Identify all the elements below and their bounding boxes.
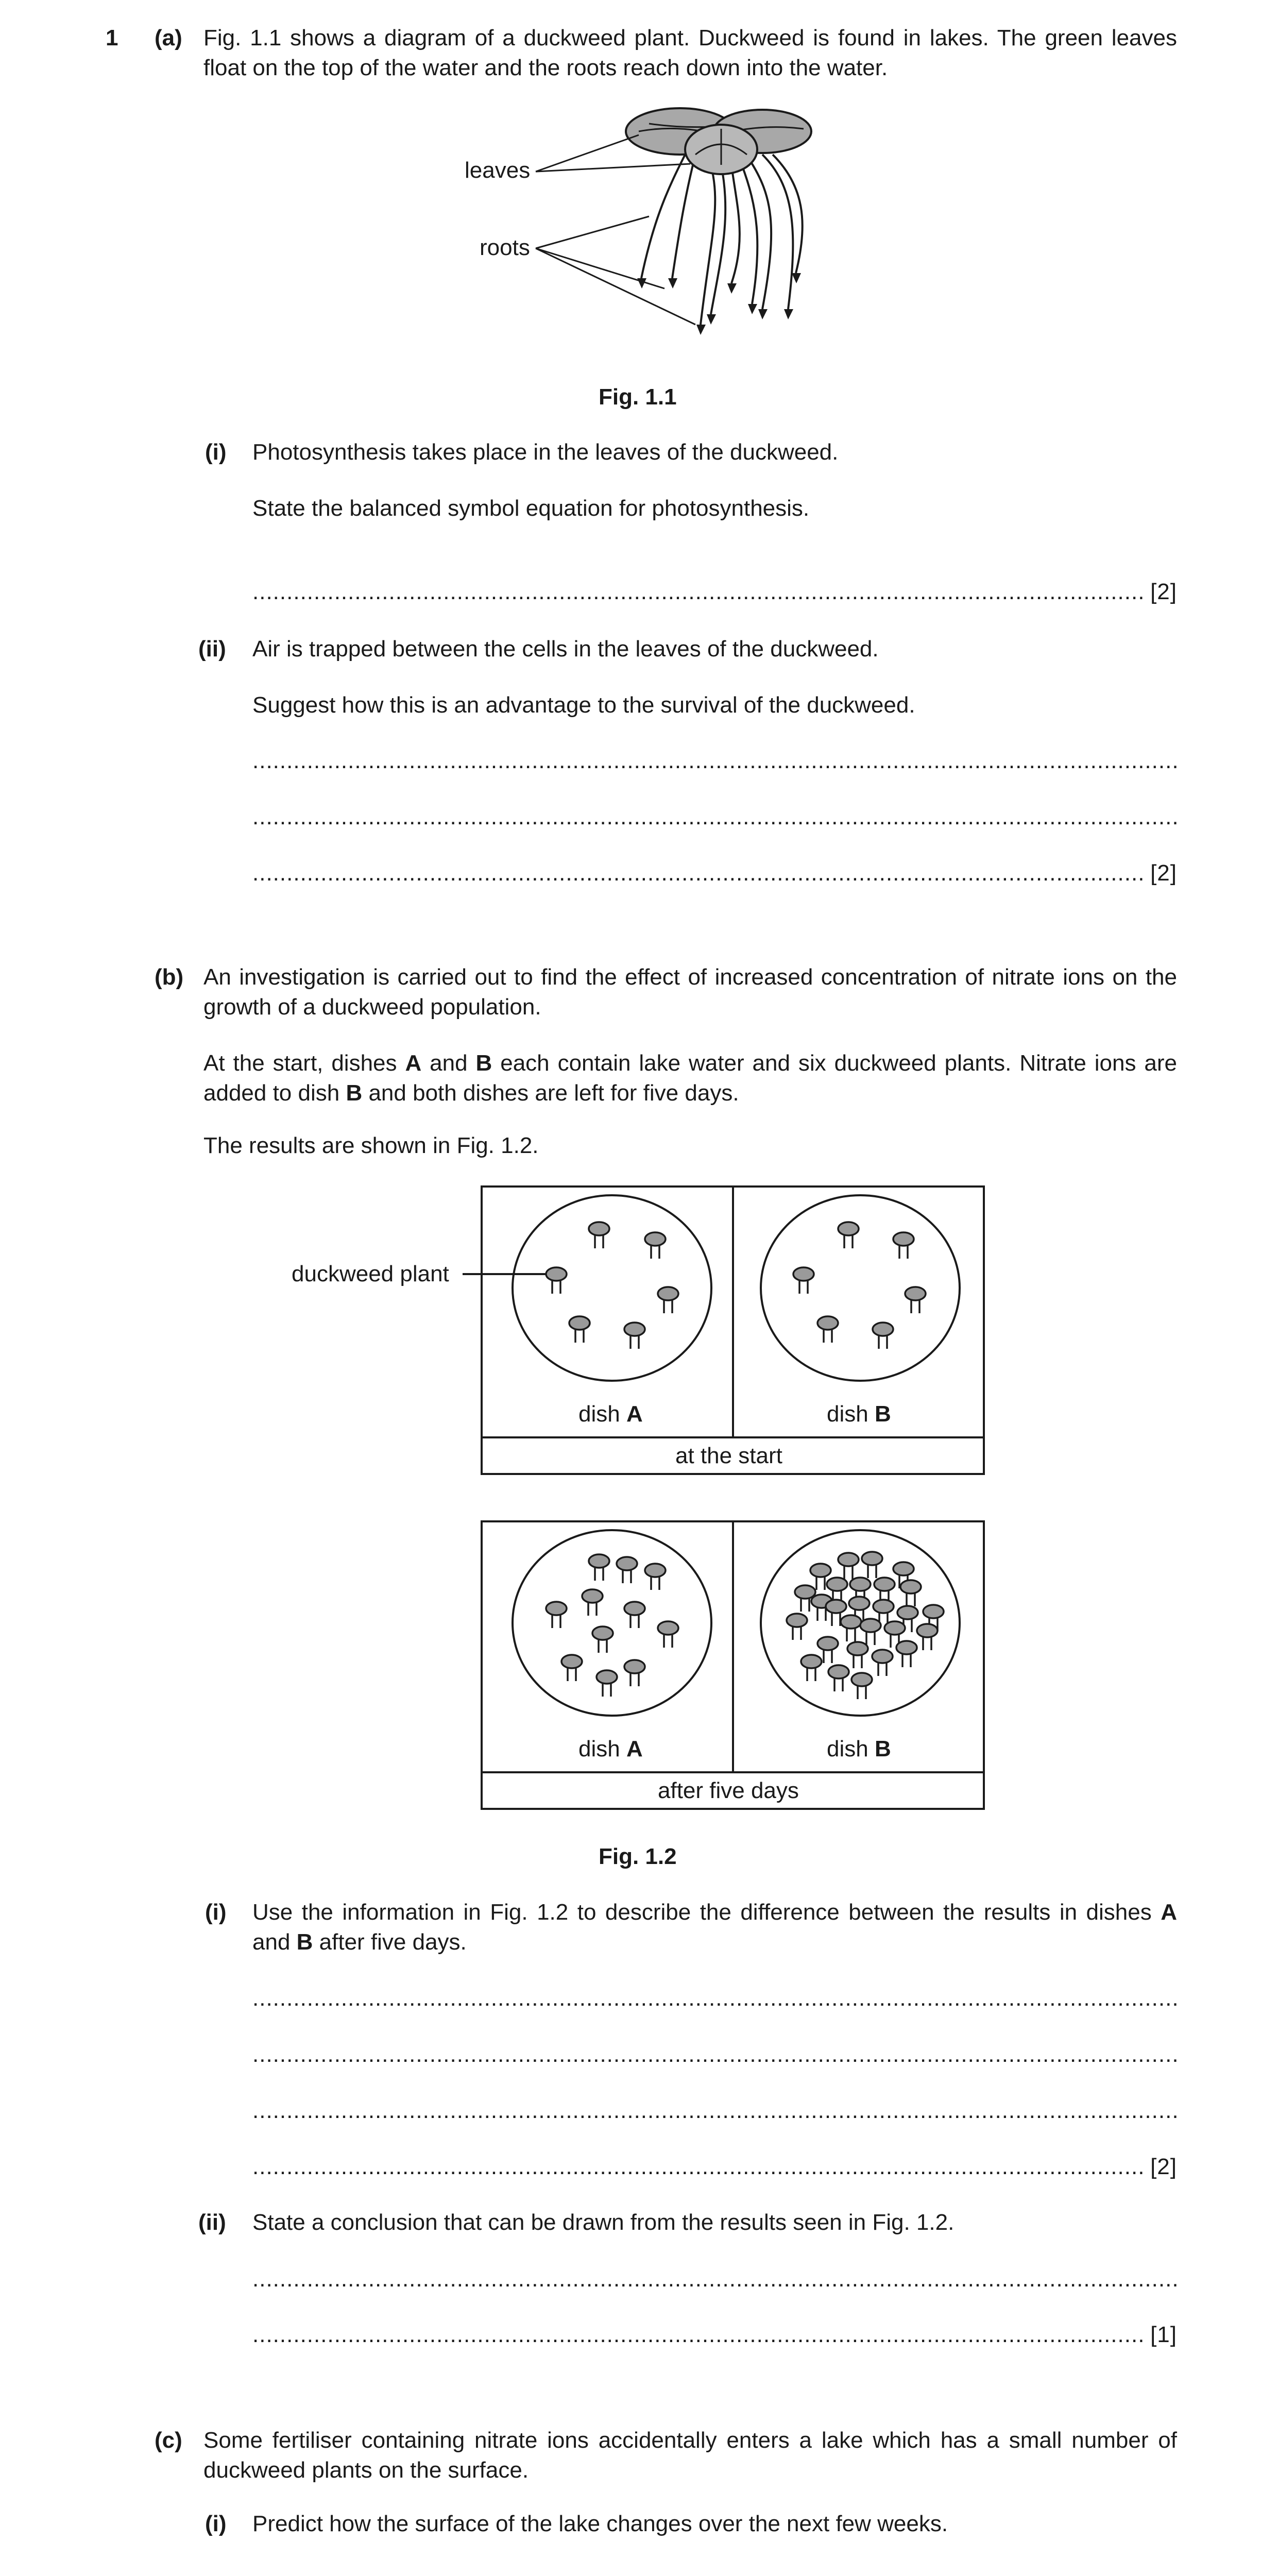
answer-line-b-i-3[interactable]: [252, 2096, 1177, 2126]
duckweed-plant-after-b-24: [872, 1650, 893, 1676]
question-number: 1: [106, 25, 118, 50]
marks-b-ii: [1]: [1150, 2322, 1177, 2347]
duckweed-plant-after-a-5: [546, 1602, 567, 1628]
dish-b-top-label: dish B: [827, 1401, 891, 1427]
duckweed-plant-after-b-2: [862, 1552, 882, 1578]
answer-line-b-ii-2[interactable]: [252, 2320, 1177, 2350]
duckweed-plant-after-b-26: [828, 1665, 849, 1691]
duckweed-plant-after-b-27: [851, 1673, 872, 1699]
duckweed-plant-start-b-3: [793, 1267, 814, 1294]
answer-line-b-ii-1[interactable]: [252, 2264, 1177, 2294]
dish-b-bottom-label: dish B: [827, 1736, 891, 1761]
duckweed-plant-after-a-8: [592, 1626, 613, 1653]
duckweed-plant-after-a-6: [624, 1602, 645, 1628]
part-a-i-text2: State the balanced symbol equation for photosynthesis.: [252, 496, 810, 521]
part-b-ii-text: State a conclusion that can be drawn from the results seen in Fig. 1.2.: [252, 2210, 955, 2235]
duckweed-plant-start-b-6: [873, 1323, 893, 1349]
duckweed-plant-after-b-1: [838, 1553, 859, 1579]
row-label-after-five-days: after five days: [658, 1778, 799, 1803]
label-leaves: leaves: [465, 158, 531, 183]
part-c-intro: Some fertiliser containing nitrate ions accidentally enters a lake which has a small number of duckweed plants on the surface.: [203, 2428, 1177, 2483]
duckweed-plant-after-a-9: [561, 1655, 582, 1681]
part-c-i-text: Predict how the surface of the lake changes over the next few weeks.: [252, 2511, 948, 2536]
part-a-label: (a): [155, 25, 182, 50]
part-c-i-label: (i): [205, 2511, 227, 2536]
dish-a-bottom-label: dish A: [578, 1736, 643, 1761]
duckweed-plant-after-a-10: [624, 1660, 645, 1686]
duckweed-plant-after-a-3: [645, 1564, 666, 1590]
answer-line-b-i-1[interactable]: [252, 1984, 1177, 2013]
part-b-setup: At the start, dishes A and B each contain lake water and six duckweed plants. Nitrate ions are added to dish B and both dishes are left for five days.: [203, 1050, 1177, 1106]
answer-line-b-i-2[interactable]: [252, 2040, 1177, 2070]
duckweed-plant-after-b-18: [860, 1619, 881, 1645]
label-roots: roots: [480, 235, 530, 260]
fig-1-2-caption: Fig. 1.2: [599, 1844, 677, 1869]
duckweed-plant-after-b-20: [917, 1624, 938, 1650]
part-c-label: (c): [155, 2428, 182, 2453]
duckweed-plant-after-a-11: [597, 1670, 617, 1697]
label-duckweed-plant: duckweed plant: [292, 1261, 449, 1286]
part-a-ii-label: (ii): [198, 636, 226, 662]
part-b-label: (b): [155, 964, 184, 990]
part-b-i-label: (i): [205, 1900, 227, 1925]
part-a-ii-text1: Air is trapped between the cells in the leaves of the duckweed.: [252, 636, 879, 662]
part-b-i-text-line2: and B after five days.: [252, 1929, 467, 1955]
duckweed-plant-start-a-5: [569, 1316, 590, 1343]
duckweed-plant-after-a-4: [582, 1589, 603, 1616]
fig-1-1-caption: Fig. 1.1: [599, 384, 677, 410]
duckweed-plant-start-a-2: [645, 1232, 666, 1259]
duckweed-plant-after-a-7: [658, 1621, 678, 1648]
marks-a-ii: [2]: [1150, 860, 1177, 886]
duckweed-plant-after-b-25: [801, 1655, 822, 1681]
duckweed-plant-after-a-2: [617, 1557, 637, 1583]
duckweed-plant-start-b-2: [893, 1232, 914, 1259]
duckweed-plant-after-b-23: [896, 1641, 917, 1667]
duckweed-plant-after-b-16: [787, 1614, 807, 1640]
part-a-intro: Fig. 1.1 shows a diagram of a duckweed plant. Duckweed is found in lakes. The green leaves float on the top of the water and the roots reach down into the water.: [203, 25, 1177, 80]
dish-a-top-label: dish A: [578, 1401, 643, 1427]
part-b-results: The results are shown in Fig. 1.2.: [203, 1133, 539, 1158]
duckweed-plant-start-a-4: [658, 1287, 678, 1313]
marks-a-i: [2]: [1150, 579, 1177, 604]
duckweed-plant-start-a-6: [624, 1323, 645, 1349]
answer-line-c-i-1[interactable]: [252, 2565, 1177, 2576]
duckweed-plant-start-a-3: [546, 1267, 567, 1294]
part-a-i-text1: Photosynthesis takes place in the leaves of the duckweed.: [252, 439, 839, 465]
duckweed-plant-after-b-22: [847, 1642, 868, 1668]
row-label-at-start: at the start: [675, 1443, 782, 1468]
part-b-ii-label: (ii): [198, 2210, 226, 2235]
part-a-ii-text2: Suggest how this is an advantage to the survival of the duckweed.: [252, 692, 915, 718]
duckweed-plant-after-b-17: [841, 1615, 861, 1641]
part-b-i-text-line1: Use the information in Fig. 1.2 to describe the difference between the results in dishes A: [252, 1900, 1177, 1925]
duckweed-plant-after-a-1: [589, 1554, 609, 1581]
duckweed-plant-start-b-1: [838, 1222, 859, 1248]
part-b-intro: An investigation is carried out to find the effect of increased concentration of nitrate ions on the growth of a duckweed population.: [203, 964, 1177, 1020]
duckweed-plant-start-b-5: [817, 1316, 838, 1343]
duckweed-plant-after-b-8: [900, 1580, 921, 1606]
marks-b-i: [2]: [1150, 2154, 1177, 2179]
duckweed-plant-start-b-4: [905, 1287, 926, 1313]
part-a-i-label: (i): [205, 439, 227, 465]
answer-line-b-i-4[interactable]: [252, 2152, 1177, 2182]
duckweed-plant-start-a-1: [589, 1222, 609, 1248]
